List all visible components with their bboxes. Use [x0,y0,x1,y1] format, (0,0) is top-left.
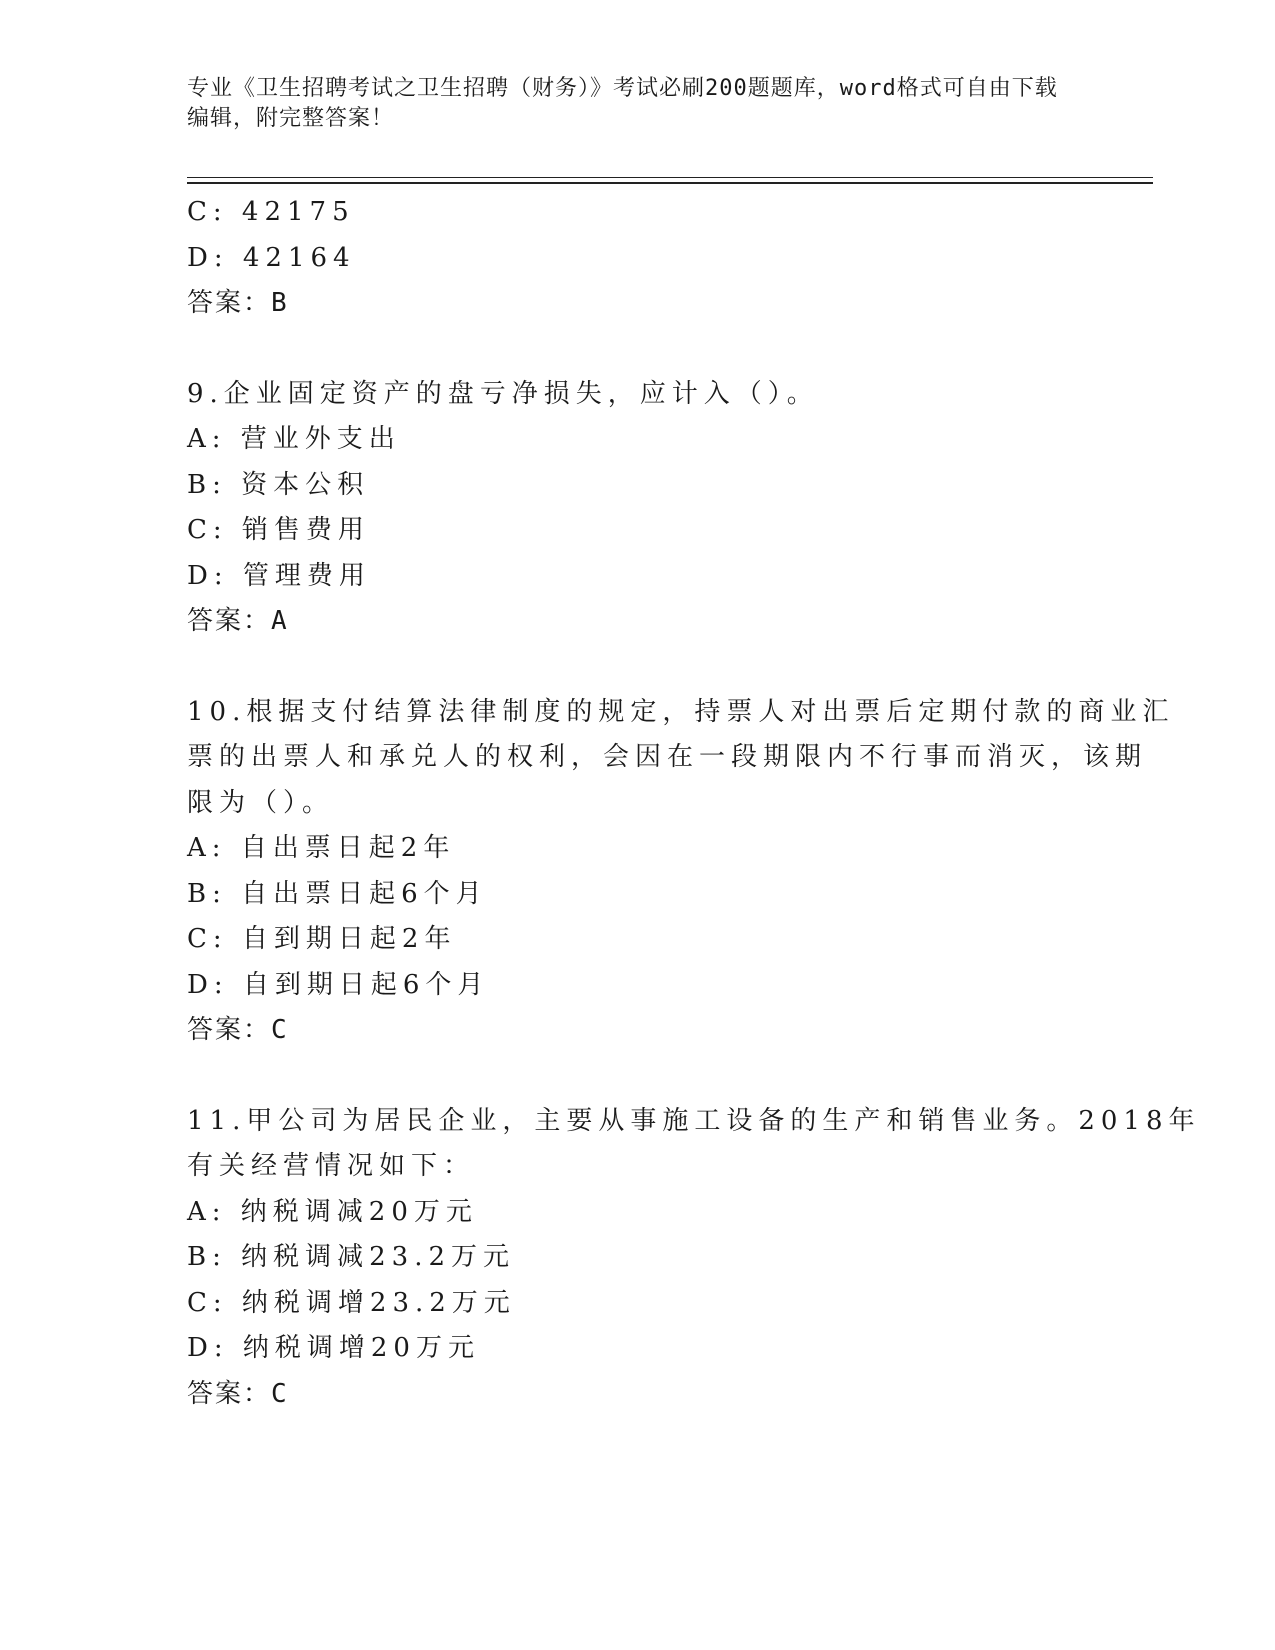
option-a: A: 营业外支出 [187,424,401,454]
question-stem-line-2: 有关经营情况如下： [187,1151,476,1181]
answer-line: 答案：A [187,606,289,636]
header-divider-thin [187,177,1153,178]
question-stem-line-1: 10.根据支付结算法律制度的规定，持票人对出票后定期付款的商业汇 [187,696,1175,727]
option-b: B: 纳税调减23.2万元 [187,1242,516,1272]
option-d: D: 纳税调增20万元 [187,1333,480,1363]
option-c: C: 销售费用 [187,515,370,545]
option-c: C: 纳税调增23.2万元 [187,1287,516,1318]
option-c: C: 自到期日起2年 [187,924,457,954]
option-d: D: 自到期日起6个月 [187,969,490,1000]
question-10 [187,690,1175,1054]
question-stem-line-1: 11.甲公司为居民企业，主要从事施工设备的生产和销售业务。2018年 [187,1105,1201,1136]
option-a: A: 纳税调减20万元 [187,1196,478,1227]
answer-line: 答案：C [187,1378,289,1409]
option-d: D: 管理费用 [187,560,371,591]
question-stem-line-2: 票的出票人和承兑人的权利，会因在一段期限内不行事而消灭，该期 [187,742,1148,772]
question-list [187,190,1201,1417]
question-8-continued [187,190,1087,327]
header-divider-thick [187,182,1153,184]
option-a: A: 自出票日起2年 [187,833,456,863]
option-c: C: 42175 [187,197,355,227]
question-9 [187,372,1087,645]
answer-line: 答案：B [187,288,289,318]
option-b: B: 资本公积 [187,469,370,500]
question-11 [187,1099,1201,1418]
answer-line: 答案：C [187,1015,289,1045]
document-header: 专业《卫生招聘考试之卫生招聘（财务）》考试必刷200题题库，word格式可自由下载编辑，附完整答案！ [187,76,1058,131]
option-d: D: 42164 [187,242,356,273]
question-stem-line-3: 限为（）。 [187,787,335,818]
option-b: B: 自出票日起6个月 [187,878,488,909]
question-stem: 9.企业固定资产的盘亏净损失，应计入（）。 [187,378,819,409]
